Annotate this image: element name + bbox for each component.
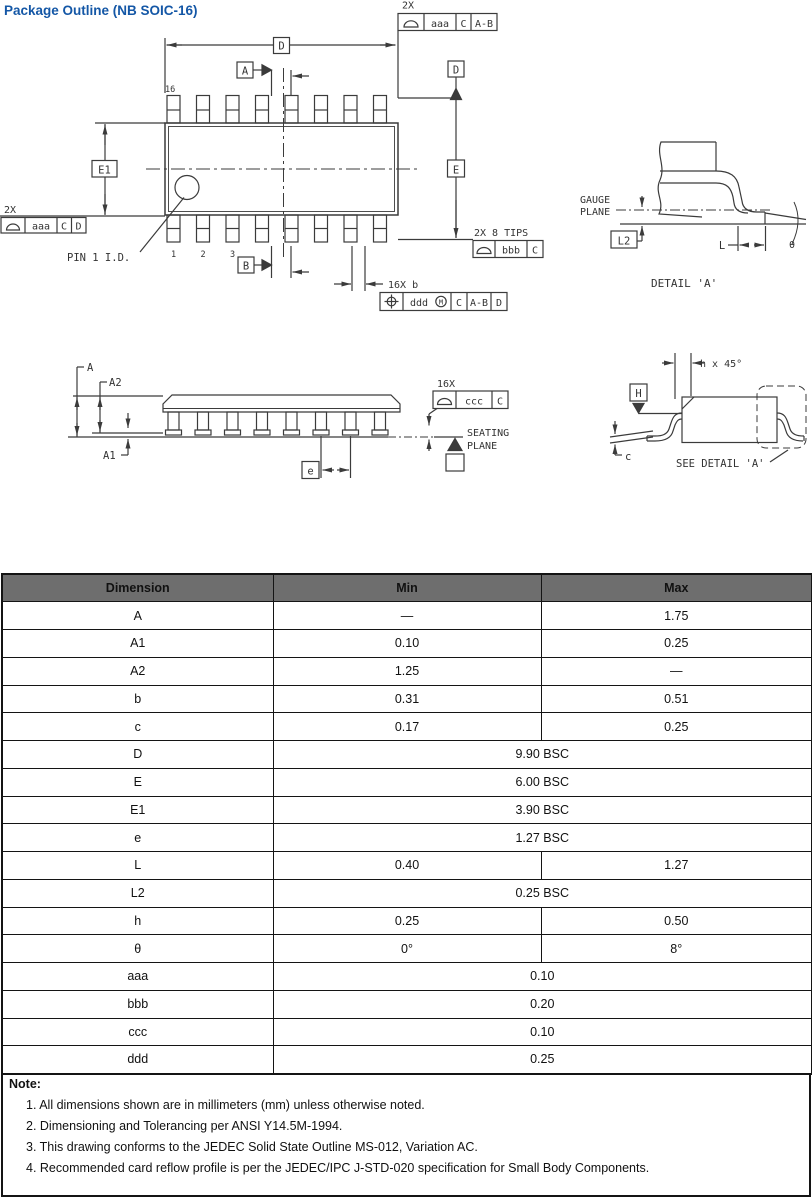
col-header-min: Min xyxy=(273,574,541,602)
max-cell: 1.27 xyxy=(541,852,812,880)
datum-ref-C: C xyxy=(460,19,467,30)
dimension-cell: e xyxy=(2,824,273,852)
table-row xyxy=(2,768,812,796)
table-row xyxy=(2,852,812,880)
dimension-cell: A xyxy=(2,602,273,630)
tol-ccc: ccc xyxy=(464,396,484,408)
table-row xyxy=(2,1018,812,1046)
dimension-cell: E xyxy=(2,768,273,796)
datum-ref-C: C xyxy=(496,396,504,408)
dim-label-L2: L2 xyxy=(617,235,631,248)
pin2-label: 2 xyxy=(200,250,206,260)
pin1-label: 1 xyxy=(170,250,177,260)
qty-2x-top: 2X xyxy=(402,0,415,12)
svg-text:M: M xyxy=(438,298,444,307)
tol-ddd: ddd xyxy=(409,298,429,309)
min-cell: — xyxy=(273,602,541,630)
dim-label-theta: θ xyxy=(789,240,796,251)
datum-triangle xyxy=(448,439,462,451)
tips-label: 2X 8 TIPS xyxy=(474,228,529,239)
notes-heading: Note: xyxy=(9,1077,41,1091)
col-header-dimension: Dimension xyxy=(2,574,273,602)
dimension-cell: E1 xyxy=(2,796,273,824)
note-item: 2. Dimensioning and Tolerancing per ANSI Y14.5M-1994. xyxy=(26,1119,343,1133)
datum-ref-C: C xyxy=(455,298,463,309)
dimension-cell: L2 xyxy=(2,879,273,907)
mmc-modifier-icon xyxy=(436,296,446,306)
dimension-cell: ccc xyxy=(2,1018,273,1046)
datum-ref-D: D xyxy=(75,221,82,233)
profile-of-line-icon xyxy=(477,248,491,254)
dimension-cell: ddd xyxy=(2,1046,273,1074)
top-pins xyxy=(167,96,387,124)
datum-H: H xyxy=(635,388,642,400)
qty-2x-left: 2X xyxy=(4,205,17,216)
dimension-cell: A1 xyxy=(2,630,273,658)
min-cell: 0.25 xyxy=(273,907,541,935)
table-row xyxy=(2,879,812,907)
profile-of-line-icon xyxy=(438,399,452,405)
tol-aaa: aaa xyxy=(430,19,450,30)
dimension-cell: c xyxy=(2,713,273,741)
dimension-cell: h xyxy=(2,907,273,935)
true-position-icon xyxy=(385,295,399,309)
profile-of-line-icon xyxy=(7,224,20,230)
dimension-cell: b xyxy=(2,685,273,713)
table-row xyxy=(2,741,812,769)
note-item: 3. This drawing conforms to the JEDEC Solid State Outline MS-012, Variation AC. xyxy=(26,1140,478,1154)
max-cell: — xyxy=(541,657,812,685)
gauge-plane-label: GAUGE xyxy=(580,195,611,206)
min-cell: 1.25 xyxy=(273,657,541,685)
min-cell: 0.17 xyxy=(273,713,541,741)
page-title: Package Outline (NB SOIC-16) xyxy=(4,3,198,18)
datum-triangle xyxy=(633,404,644,414)
table-header-row xyxy=(2,574,812,602)
side-leads xyxy=(166,412,389,435)
datum-ref-D: D xyxy=(495,298,503,309)
lead-width-label: 16X b xyxy=(388,280,419,291)
pin3-label: 3 xyxy=(229,250,236,260)
value-cell: 0.10 xyxy=(273,1018,812,1046)
tol-aaa: aaa xyxy=(31,221,51,233)
table-row xyxy=(2,990,812,1018)
datum-ref-AB: A-B xyxy=(474,19,494,30)
value-cell: 0.25 xyxy=(273,1046,812,1074)
value-cell: 0.25 BSC xyxy=(273,879,812,907)
profile-of-line-icon xyxy=(404,21,418,27)
pin16-label: 16 xyxy=(165,85,176,95)
value-cell: 9.90 BSC xyxy=(273,741,812,769)
max-cell: 0.51 xyxy=(541,685,812,713)
dimension-cell: θ xyxy=(2,935,273,963)
dimension-table xyxy=(1,573,812,1075)
max-cell: 0.50 xyxy=(541,907,812,935)
min-cell: 0° xyxy=(273,935,541,963)
end-view xyxy=(610,353,806,470)
table-row xyxy=(2,630,812,658)
dimension-cell: aaa xyxy=(2,963,273,991)
table-row xyxy=(2,713,812,741)
datum-D: D xyxy=(452,64,460,77)
dimension-cell: bbb xyxy=(2,990,273,1018)
dim-label-c: c xyxy=(625,451,632,463)
datum-B: B xyxy=(242,260,250,273)
notes-section xyxy=(1,1073,811,1197)
max-cell: 1.75 xyxy=(541,602,812,630)
datum-A: A xyxy=(241,65,249,78)
table-row xyxy=(2,657,812,685)
datum-triangle xyxy=(262,65,272,75)
gauge-plane-label: PLANE xyxy=(580,207,611,218)
dim-label-E: E xyxy=(452,164,460,177)
detail-a-title: DETAIL 'A' xyxy=(651,277,718,290)
pin1-indicator xyxy=(175,176,199,200)
datum-triangle xyxy=(262,260,272,270)
detail-a-view xyxy=(580,142,806,290)
datum-triangle xyxy=(451,89,462,100)
table-row xyxy=(2,1046,812,1074)
dimension-cell: D xyxy=(2,741,273,769)
bottom-pins xyxy=(167,215,387,242)
chamfer-label: h x 45° xyxy=(700,359,743,370)
table-row xyxy=(2,602,812,630)
side-view xyxy=(68,362,509,479)
dim-label-e: e xyxy=(307,465,314,478)
dimension-cell: L xyxy=(2,852,273,880)
note-item: 4. Recommended card reflow profile is per the JEDEC/IPC J-STD-020 specification for Small Body Components. xyxy=(26,1161,650,1175)
value-cell: 6.00 BSC xyxy=(273,768,812,796)
qty-16x: 16X xyxy=(437,379,456,390)
max-cell: 8° xyxy=(541,935,812,963)
table-row xyxy=(2,935,812,963)
value-cell: 0.20 xyxy=(273,990,812,1018)
tol-bbb: bbb xyxy=(501,245,521,257)
value-cell: 1.27 BSC xyxy=(273,824,812,852)
table-row xyxy=(2,963,812,991)
min-cell: 0.10 xyxy=(273,630,541,658)
seating-plane-label: SEATING xyxy=(467,428,510,439)
min-cell: 0.40 xyxy=(273,852,541,880)
table-row xyxy=(2,824,812,852)
datum-ref-AB: A-B xyxy=(469,298,489,309)
dim-label-D: D xyxy=(278,40,285,53)
dimension-cell: A2 xyxy=(2,657,273,685)
max-cell: 0.25 xyxy=(541,630,812,658)
seating-plane-label: PLANE xyxy=(467,441,498,452)
min-cell: 0.31 xyxy=(273,685,541,713)
dim-label-E1: E1 xyxy=(98,164,111,177)
top-view xyxy=(0,1,543,311)
dim-label-A2: A2 xyxy=(109,377,122,389)
dim-label-A1: A1 xyxy=(103,450,116,462)
table-row xyxy=(2,907,812,935)
table-row xyxy=(2,796,812,824)
col-header-max: Max xyxy=(541,574,812,602)
table-row xyxy=(2,685,812,713)
value-cell: 0.10 xyxy=(273,963,812,991)
note-item: 1. All dimensions shown are in millimeters (mm) unless otherwise noted. xyxy=(26,1098,425,1112)
dim-label-L: L xyxy=(718,240,726,252)
pin1-id-label: PIN 1 I.D. xyxy=(67,252,131,264)
value-cell: 3.90 BSC xyxy=(273,796,812,824)
max-cell: 0.25 xyxy=(541,713,812,741)
package-outline-drawing xyxy=(0,0,812,573)
see-detail-label: SEE DETAIL 'A' xyxy=(676,458,765,470)
datum-ref-C: C xyxy=(60,221,68,233)
dim-label-A: A xyxy=(87,362,94,374)
datum-ref-C: C xyxy=(531,245,539,257)
